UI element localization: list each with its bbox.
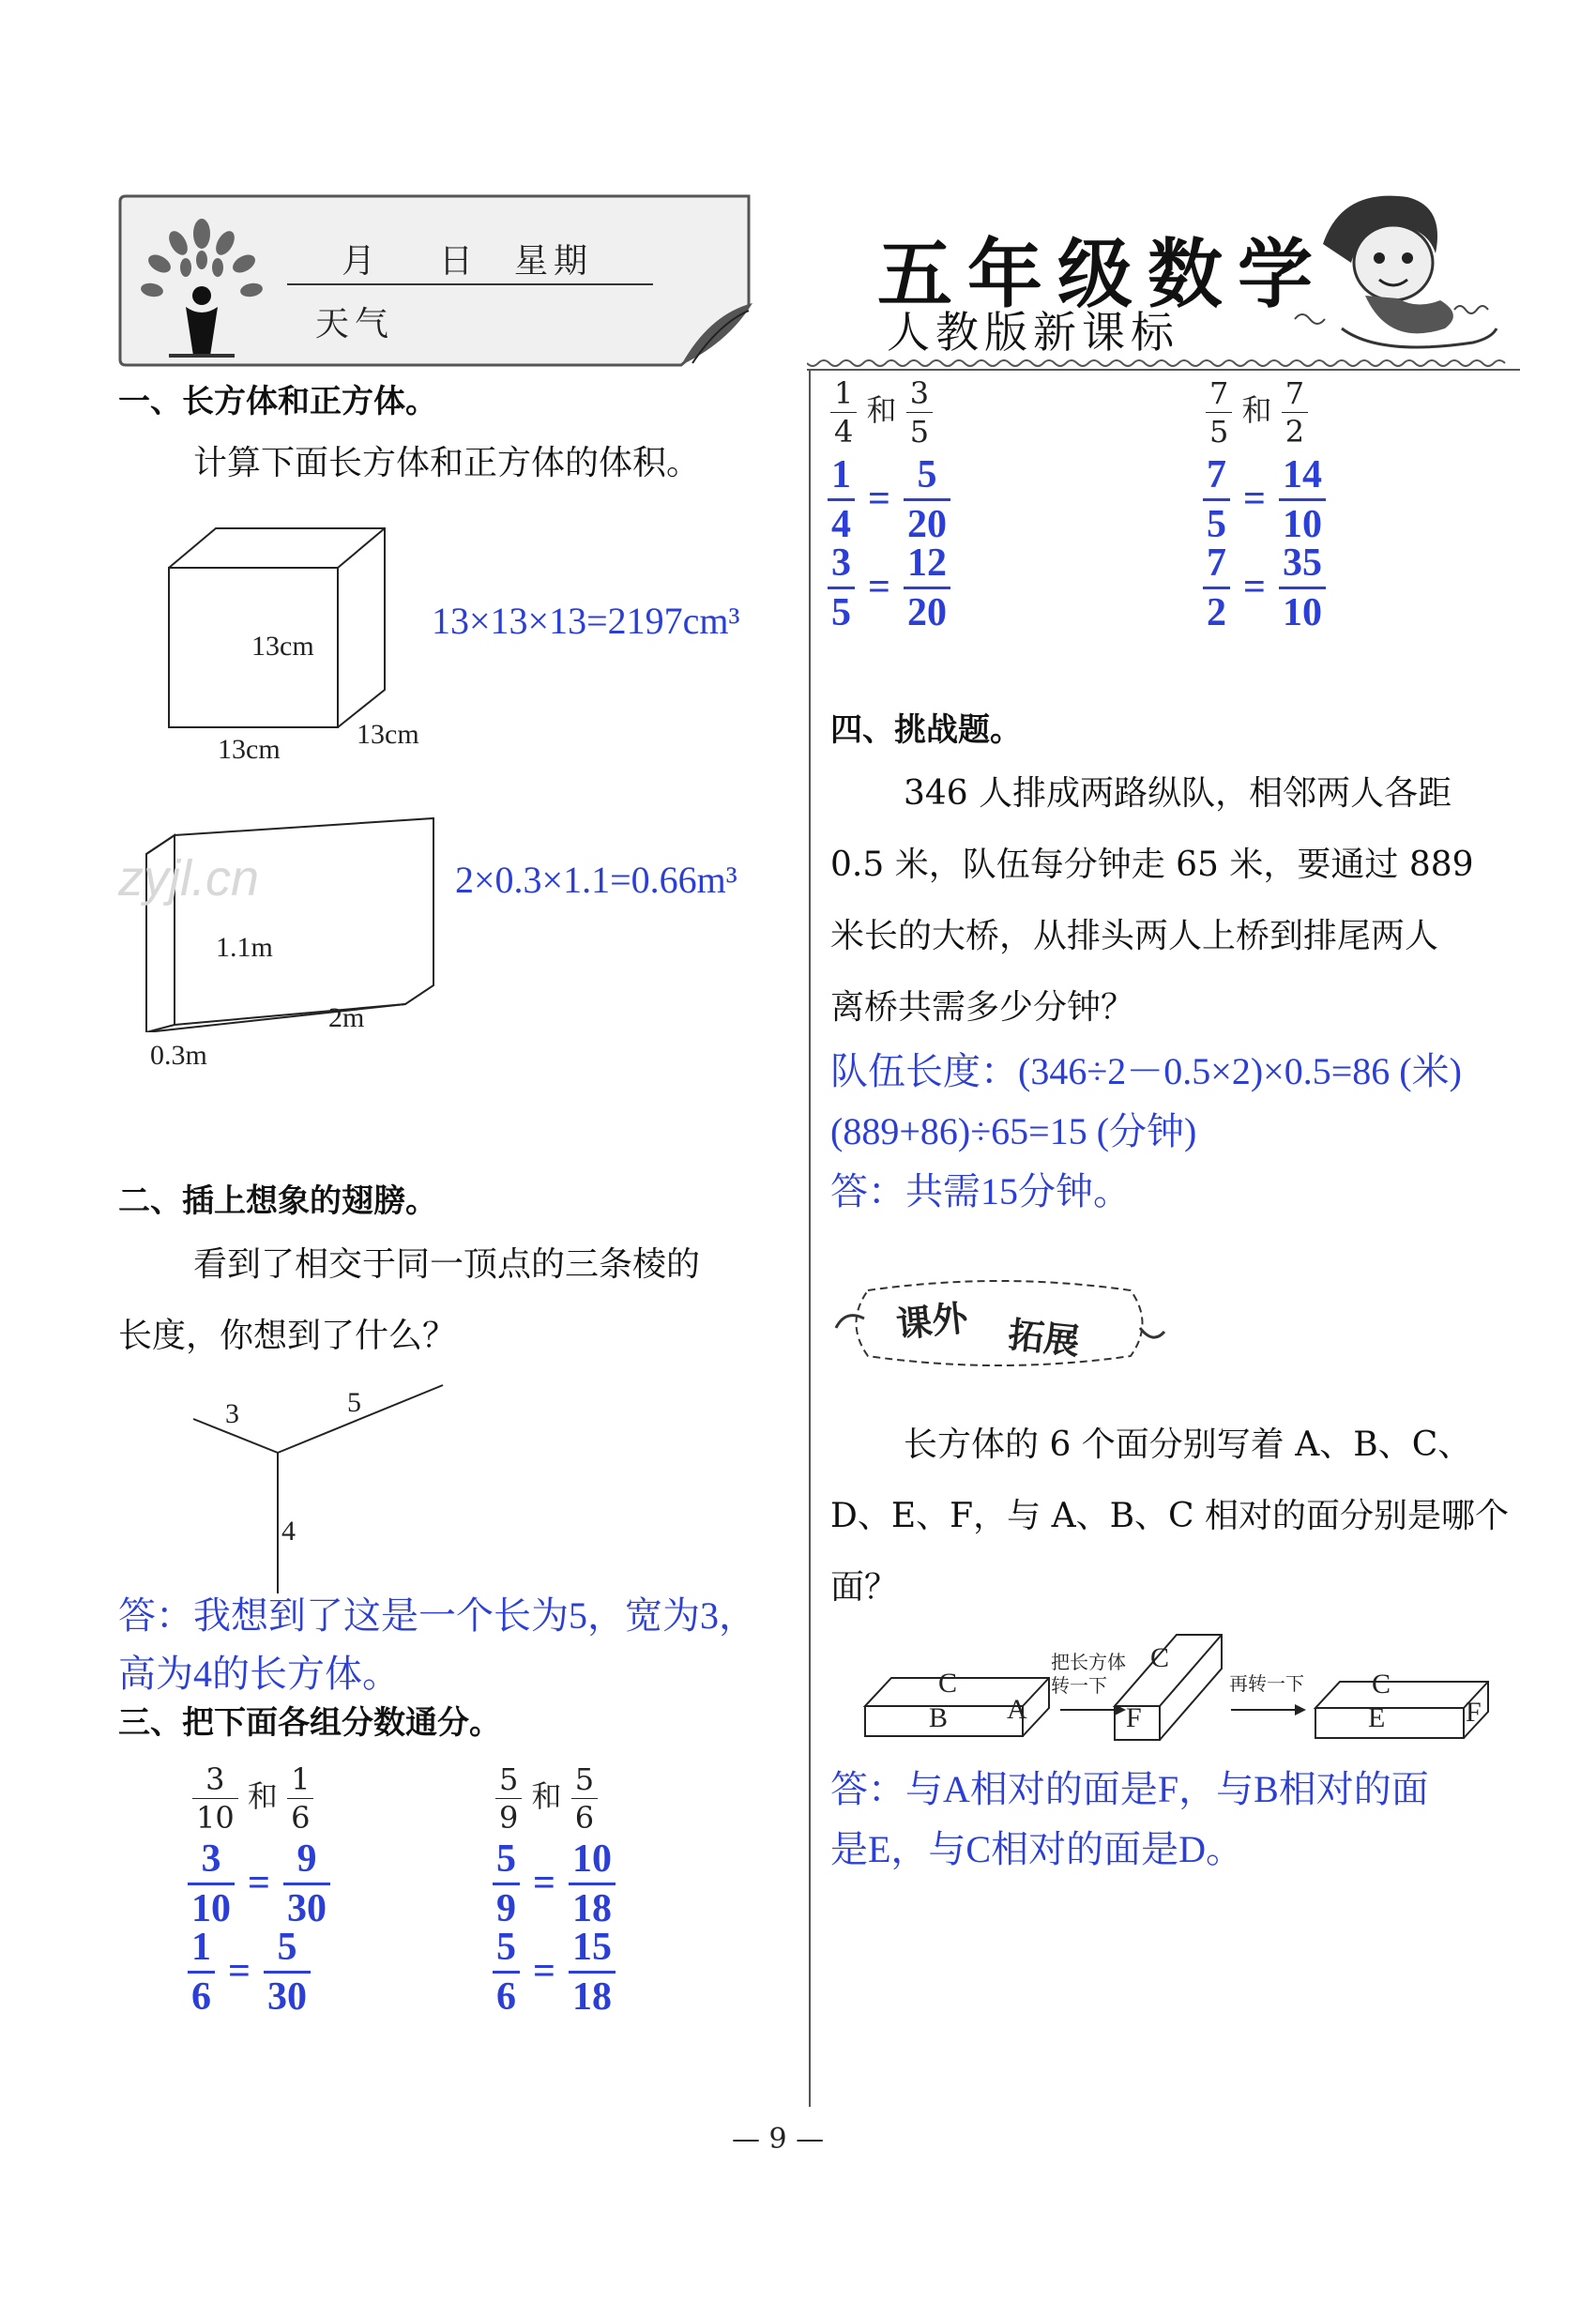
section-2-text-line2: 长度，你想到了什么？ bbox=[118, 1317, 457, 1355]
fraction-answer-row: $\frac{1}{4}$ = $\frac{5}{20}$ bbox=[828, 455, 950, 543]
section-2-title: 二、插上想象的翅膀。 bbox=[118, 1182, 437, 1220]
box3-front-label: E bbox=[1368, 1702, 1386, 1733]
section-3-title: 三、把下面各组分数通分。 bbox=[118, 1704, 501, 1742]
badge-text-a: 课外 bbox=[894, 1297, 970, 1346]
box2-front-label: F bbox=[1126, 1702, 1142, 1733]
date-week-label: 星期 bbox=[514, 242, 594, 281]
extension-answer: 答：与A相对的面是F，与B相对的面 是E，与C相对的面是D。 bbox=[830, 1768, 1429, 1870]
arrow2-label: 再转一下 bbox=[1229, 1672, 1304, 1695]
fraction-group-1-question: $\frac{3}{10}$ 和 $\frac{1}{6}$ bbox=[192, 1764, 313, 1833]
date-day-label: 日 bbox=[439, 242, 474, 281]
arrow1-label-line2: 转一下 bbox=[1051, 1674, 1107, 1697]
section-1-prompt: 计算下面长方体和正方体的体积。 bbox=[193, 444, 701, 482]
box-figure bbox=[141, 807, 441, 1032]
badge-text-b: 拓展 bbox=[1006, 1314, 1082, 1363]
header-divider bbox=[807, 359, 1520, 373]
fraction-answer-row: $\frac{7}{2}$ = $\frac{35}{10}$ bbox=[1203, 543, 1326, 632]
watermark-text: zyjl.cn bbox=[118, 850, 260, 907]
arrow1-label-line1: 把长方体 bbox=[1051, 1651, 1126, 1673]
section-4-answer: 队伍长度：(346÷2－0.5×2)×0.5=86 (米) (889+86)÷65=15 (分钟) 答：共需15分钟。 bbox=[830, 1050, 1462, 1212]
box3-side-label: F bbox=[1466, 1697, 1482, 1728]
fraction-answer-row: $\frac{5}{6}$ = $\frac{15}{18}$ bbox=[493, 1928, 616, 2016]
box-width-label: 0.3m bbox=[150, 1040, 207, 1071]
box-height-label: 1.1m bbox=[216, 932, 273, 963]
fraction-group-3-question: $\frac{1}{4}$ 和 $\frac{3}{5}$ bbox=[830, 378, 933, 447]
cube-height-label: 13cm bbox=[251, 631, 314, 662]
box3-top-label: C bbox=[1372, 1669, 1391, 1700]
box1-side-label: A bbox=[1007, 1694, 1027, 1725]
edition-label: 人教版新课标 bbox=[887, 307, 1179, 358]
mascot-girl-icon bbox=[1285, 188, 1511, 366]
page-number: — 9 — bbox=[732, 2123, 825, 2156]
fraction-answer-row: $\frac{5}{9}$ = $\frac{10}{18}$ bbox=[493, 1839, 616, 1928]
box-length-label: 2m bbox=[328, 1002, 365, 1033]
box2-top-label: C bbox=[1150, 1642, 1170, 1673]
extension-badge bbox=[830, 1272, 1168, 1375]
section-4-title: 四、挑战题。 bbox=[830, 711, 1022, 749]
fraction-group-2-question: $\frac{5}{9}$ 和 $\frac{5}{6}$ bbox=[495, 1764, 598, 1833]
fraction-group-4-question: $\frac{7}{5}$ 和 $\frac{7}{2}$ bbox=[1206, 378, 1308, 447]
extension-text: 长方体的 6 个面分别写着 A、B、C、 D、E、F，与 A、B、C 相对的面分别是哪个 面？ bbox=[830, 1425, 1510, 1607]
fraction-group-2-answers bbox=[493, 1837, 616, 2019]
date-weather-card bbox=[118, 192, 756, 369]
fraction-group-4-answers bbox=[1203, 452, 1326, 634]
section-2-text-line1: 看到了相交于同一顶点的三条棱的 bbox=[193, 1245, 701, 1284]
weather-label: 天气 bbox=[315, 305, 395, 343]
box-volume-answer: 2×0.3×1.1=0.66m³ bbox=[455, 859, 737, 901]
date-month-label: 月 bbox=[342, 242, 376, 281]
tree-logo-icon bbox=[131, 206, 272, 360]
fraction-group-1-answers bbox=[188, 1837, 330, 2019]
box1-top-label: C bbox=[938, 1668, 958, 1699]
fraction-answer-row: $\frac{3}{10}$ = $\frac{9}{30}$ bbox=[188, 1839, 330, 1928]
badge-frame bbox=[830, 1272, 1168, 1375]
edge-label-4: 4 bbox=[281, 1516, 296, 1547]
cube-width-label: 13cm bbox=[218, 734, 281, 765]
section-2-answer-line1: 答：我想到了这是一个长为5，宽为3， bbox=[118, 1594, 756, 1637]
section-1-title: 一、长方体和正方体。 bbox=[118, 383, 437, 420]
edge-label-5: 5 bbox=[347, 1387, 361, 1418]
fraction-answer-row: $\frac{3}{5}$ = $\frac{12}{20}$ bbox=[828, 543, 950, 632]
fraction-answer-row: $\frac{7}{5}$ = $\frac{14}{10}$ bbox=[1203, 455, 1326, 543]
edge-label-3: 3 bbox=[225, 1398, 239, 1429]
fraction-group-3-answers bbox=[828, 452, 950, 634]
cube-depth-label: 13cm bbox=[357, 719, 419, 750]
book-title: 五年级数学 bbox=[877, 231, 1328, 318]
column-divider bbox=[809, 371, 811, 2107]
box1-front-label: B bbox=[929, 1702, 949, 1733]
fraction-answer-row: $\frac{1}{6}$ = $\frac{5}{30}$ bbox=[188, 1928, 330, 2016]
section-2-answer-line2: 高为4的长方体。 bbox=[118, 1653, 400, 1695]
section-4-text: 346 人排成两路纵队，相邻两人各距 0.5 米，队伍每分钟走 65 米，要通过 889 米长的大桥，从排头两人上桥到排尾两人 离桥共需多少分钟？ bbox=[830, 774, 1474, 1027]
cube-volume-answer: 13×13×13=2197cm³ bbox=[432, 600, 740, 642]
rotating-box-diagram bbox=[863, 1624, 1492, 1746]
